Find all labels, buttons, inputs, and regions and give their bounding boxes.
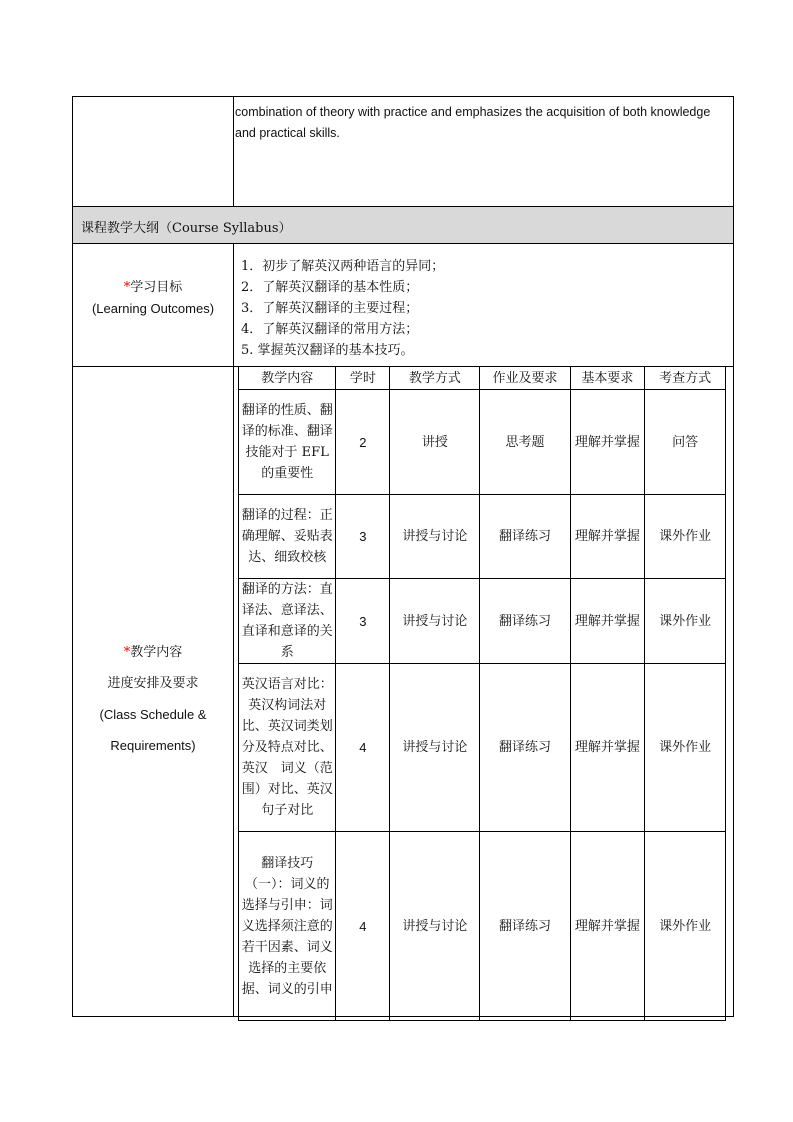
homework-cell: 翻译练习 — [480, 832, 570, 1021]
homework-cell: 翻译练习 — [480, 664, 570, 832]
course-description-text: combination of theory with practice and emphasizes the acquisition of both knowledge and practical skills. — [235, 105, 711, 140]
table-row — [239, 579, 726, 664]
list-item: 5. 掌握英汉翻译的基本技巧。 — [241, 343, 414, 358]
column-header: 教学内容 — [239, 367, 336, 390]
hours-cell: 4 — [336, 832, 390, 1021]
assessment-cell: 课外作业 — [645, 579, 726, 664]
assessment-cell: 课外作业 — [645, 664, 726, 832]
schedule-table — [238, 366, 726, 1021]
method-cell: 讲授与讨论 — [390, 832, 480, 1021]
homework-cell: 思考题 — [480, 390, 570, 495]
list-item: 4．了解英汉翻译的常用方法； — [241, 322, 419, 337]
required-star: * — [123, 280, 131, 295]
hours-cell: 3 — [336, 495, 390, 579]
hours-cell: 3 — [336, 579, 390, 664]
method-cell: 讲授与讨论 — [390, 495, 480, 579]
homework-cell: 翻译练习 — [480, 579, 570, 664]
table-header-row — [239, 367, 726, 390]
schedule-label-cn-1: 教学内容 — [130, 645, 183, 660]
hours-cell: 4 — [336, 664, 390, 832]
section-title: 课程教学大纲（Course Syllabus） — [81, 221, 292, 236]
topic-cell: 翻译技巧（一）：词义的选择与引申：词义选择须注意的若干因素、词义选择的主要依据、词义的引申 — [239, 832, 336, 1021]
learning-outcomes-list — [241, 256, 721, 361]
method-cell: 讲授 — [390, 390, 480, 495]
topic-cell: 翻译的过程：正确理解、妥贴表达、细致校核 — [239, 495, 336, 579]
requirement-cell: 理解并掌握 — [570, 832, 645, 1021]
column-header: 考查方式 — [645, 367, 726, 390]
method-cell: 讲授与讨论 — [390, 664, 480, 832]
assessment-cell: 问答 — [645, 390, 726, 495]
learning-outcomes-label-cn: 学习目标 — [130, 280, 183, 295]
column-header: 学时 — [336, 367, 390, 390]
assessment-cell: 课外作业 — [645, 832, 726, 1021]
topic-cell: 翻译的方法：直译法、意译法、直译和意译的关系 — [239, 579, 336, 664]
column-header: 基本要求 — [570, 367, 645, 390]
required-star: * — [123, 645, 131, 660]
schedule-label-cn-2: 进度安排及要求 — [107, 676, 199, 691]
list-item: 3．了解英汉翻译的主要过程； — [241, 301, 419, 316]
requirement-cell: 理解并掌握 — [570, 664, 645, 832]
requirement-cell: 理解并掌握 — [570, 495, 645, 579]
requirement-cell: 理解并掌握 — [570, 579, 645, 664]
table-row — [239, 664, 726, 832]
table-row — [239, 495, 726, 579]
list-item: 1．初步了解英汉两种语言的异同； — [241, 259, 445, 274]
schedule-label-en-2: Requirements) — [110, 738, 196, 753]
learning-outcomes-label — [73, 277, 233, 319]
topic-cell: 翻译的性质、翻译的标准、翻译技能对于 EFL 的重要性 — [239, 390, 336, 495]
schedule-label-en-1: (Class Schedule & — [99, 707, 207, 722]
column-divider — [233, 97, 234, 206]
requirement-cell: 理解并掌握 — [570, 390, 645, 495]
method-cell: 讲授与讨论 — [390, 579, 480, 664]
assessment-cell: 课外作业 — [645, 495, 726, 579]
section-header — [73, 206, 733, 244]
topic-cell: 英汉语言对比：英汉构词法对比、英汉词类划分及特点对比、英汉 词义（范围）对比、英汉句子对比 — [239, 664, 336, 832]
schedule-label — [73, 637, 233, 761]
hours-cell: 2 — [336, 390, 390, 495]
homework-cell: 翻译练习 — [480, 495, 570, 579]
column-divider — [233, 244, 234, 1016]
learning-outcomes-label-en: (Learning Outcomes) — [91, 301, 215, 316]
column-header: 作业及要求 — [480, 367, 570, 390]
table-row — [239, 832, 726, 1021]
table-row — [239, 390, 726, 495]
list-item: 2．了解英汉翻译的基本性质； — [241, 280, 419, 295]
column-header: 教学方式 — [390, 367, 480, 390]
